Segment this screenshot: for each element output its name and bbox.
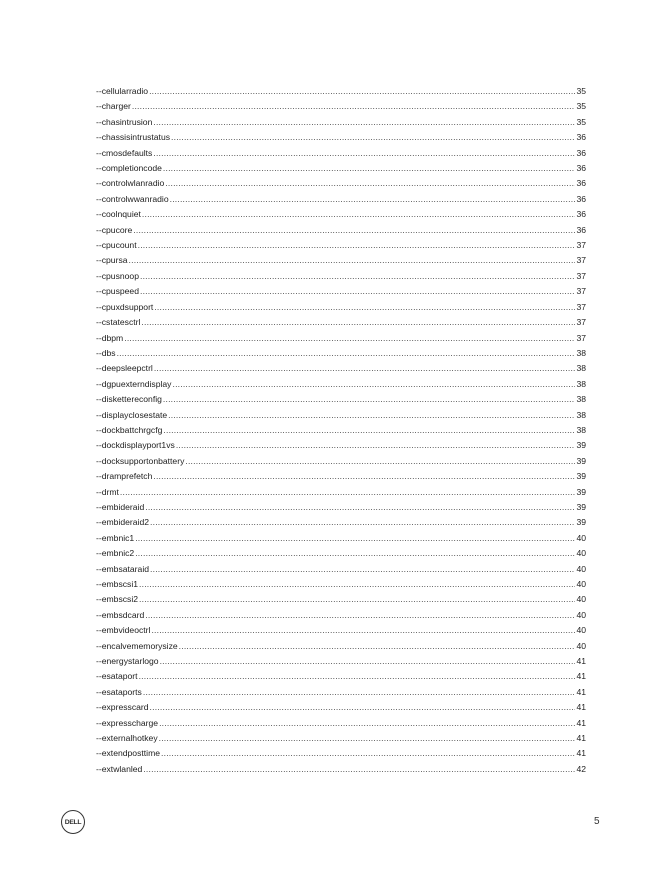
toc-entry[interactable] bbox=[96, 731, 586, 746]
toc-entry-label: --dbpm bbox=[96, 332, 124, 343]
toc-entry-label: --chasintrusion bbox=[96, 116, 153, 127]
toc-dot-leader bbox=[163, 392, 576, 407]
toc-entry[interactable] bbox=[96, 654, 586, 669]
toc-entry-page: 36 bbox=[576, 193, 586, 204]
toc-entry-page: 41 bbox=[576, 656, 586, 667]
toc-entry[interactable] bbox=[96, 377, 586, 392]
toc-entry-label: --controlwlanradio bbox=[96, 178, 165, 189]
toc-entry-page: 35 bbox=[576, 101, 586, 112]
toc-entry-page: 39 bbox=[576, 471, 586, 482]
toc-entry-page: 35 bbox=[576, 86, 586, 96]
toc-dot-leader bbox=[159, 716, 575, 731]
toc-entry-label: --dramprefetch bbox=[96, 471, 153, 482]
toc-entry-page: 37 bbox=[576, 317, 586, 328]
toc-entry-page: 37 bbox=[576, 286, 586, 297]
toc-dot-leader bbox=[154, 300, 575, 315]
dell-logo-text: DELL bbox=[64, 818, 82, 826]
toc-entry-label: --encalvememorysize bbox=[96, 640, 178, 651]
toc-entry-page: 38 bbox=[576, 394, 586, 405]
toc-entry-page: 41 bbox=[576, 717, 586, 728]
toc-entry-page: 36 bbox=[576, 224, 586, 235]
toc-dot-leader bbox=[172, 377, 575, 392]
toc-entry-label: --displayclosestate bbox=[96, 409, 168, 420]
toc-entry[interactable] bbox=[96, 454, 586, 469]
toc-entry[interactable] bbox=[96, 716, 586, 731]
toc-entry-page: 36 bbox=[576, 132, 586, 143]
toc-entry-page: 40 bbox=[576, 640, 586, 651]
toc-dot-leader bbox=[139, 592, 575, 607]
toc-dot-leader bbox=[142, 207, 576, 222]
toc-dot-leader bbox=[129, 253, 576, 268]
toc-entry-label: --drmt bbox=[96, 486, 119, 497]
toc-dot-leader bbox=[151, 623, 575, 638]
toc-entry-page: 38 bbox=[576, 363, 586, 374]
toc-entry-label: --embnic1 bbox=[96, 532, 135, 543]
toc-entry-label: --cellularradio bbox=[96, 86, 149, 96]
toc-entry-page: 41 bbox=[576, 686, 586, 697]
toc-entry[interactable] bbox=[96, 146, 586, 161]
toc-entry[interactable] bbox=[96, 300, 586, 315]
toc-dot-leader bbox=[149, 84, 575, 99]
toc-entry-label: --cpusnoop bbox=[96, 270, 139, 281]
toc-dot-leader bbox=[153, 469, 575, 484]
toc-dot-leader bbox=[140, 284, 575, 299]
toc-entry[interactable] bbox=[96, 361, 586, 376]
toc-entry-label: --chassisintrustatus bbox=[96, 132, 171, 143]
toc-entry-page: 40 bbox=[576, 625, 586, 636]
toc-entry-label: --dgpuexterndisplay bbox=[96, 378, 172, 389]
toc-dot-leader bbox=[150, 562, 575, 577]
toc-entry[interactable] bbox=[96, 315, 586, 330]
toc-dot-leader bbox=[153, 115, 575, 130]
toc-entry[interactable] bbox=[96, 546, 586, 561]
toc-dot-leader bbox=[135, 546, 575, 561]
toc-entry-label: --cstatesctrl bbox=[96, 317, 141, 328]
toc-entry-page: 39 bbox=[576, 486, 586, 497]
toc-entry[interactable] bbox=[96, 284, 586, 299]
toc-entry-page: 41 bbox=[576, 671, 586, 682]
toc-dot-leader bbox=[143, 685, 576, 700]
toc-entry[interactable] bbox=[96, 253, 586, 268]
toc-dot-leader bbox=[150, 700, 576, 715]
toc-entry-label: --externalhotkey bbox=[96, 733, 158, 744]
toc-entry-label: --controlwwanradio bbox=[96, 193, 169, 204]
toc-dot-leader bbox=[163, 423, 575, 438]
toc-entry[interactable] bbox=[96, 84, 586, 99]
toc-entry[interactable] bbox=[96, 623, 586, 638]
toc-entry[interactable] bbox=[96, 346, 586, 361]
toc-entry-page: 40 bbox=[576, 563, 586, 574]
toc-entry-label: --embsdcard bbox=[96, 609, 145, 620]
toc-entry[interactable] bbox=[96, 685, 586, 700]
toc-entry-page: 37 bbox=[576, 240, 586, 251]
toc-entry-page: 37 bbox=[576, 255, 586, 266]
toc-dot-leader bbox=[145, 608, 575, 623]
toc-entry-page: 39 bbox=[576, 455, 586, 466]
toc-dot-leader bbox=[150, 515, 575, 530]
toc-entry-page: 37 bbox=[576, 301, 586, 312]
toc-entry-page: 39 bbox=[576, 440, 586, 451]
toc-entry-page: 36 bbox=[576, 163, 586, 174]
toc-entry[interactable] bbox=[96, 238, 586, 253]
toc-dot-leader bbox=[165, 176, 575, 191]
toc-dot-leader bbox=[179, 639, 576, 654]
toc-entry-label: --docksupportonbattery bbox=[96, 455, 185, 466]
toc-entry-label: --embideraid2 bbox=[96, 517, 150, 528]
toc-dot-leader bbox=[117, 346, 576, 361]
toc-entry-page: 41 bbox=[576, 748, 586, 759]
toc-entry[interactable] bbox=[96, 515, 586, 530]
table-of-contents bbox=[96, 84, 586, 777]
toc-entry-page: 37 bbox=[576, 332, 586, 343]
toc-entry-page: 35 bbox=[576, 116, 586, 127]
toc-entry[interactable] bbox=[96, 577, 586, 592]
toc-entry-label: --embnic2 bbox=[96, 548, 135, 559]
toc-entry[interactable] bbox=[96, 99, 586, 114]
toc-dot-leader bbox=[124, 331, 575, 346]
toc-entry[interactable] bbox=[96, 639, 586, 654]
toc-entry-page: 39 bbox=[576, 517, 586, 528]
toc-entry-label: --charger bbox=[96, 101, 131, 112]
toc-dot-leader bbox=[138, 238, 576, 253]
toc-entry[interactable] bbox=[96, 115, 586, 130]
toc-entry-page: 41 bbox=[576, 702, 586, 713]
toc-dot-leader bbox=[170, 192, 576, 207]
toc-dot-leader bbox=[161, 746, 575, 761]
toc-entry[interactable] bbox=[96, 746, 586, 761]
toc-entry-label: --coolnquiet bbox=[96, 209, 141, 220]
toc-entry[interactable] bbox=[96, 669, 586, 684]
toc-entry[interactable] bbox=[96, 485, 586, 500]
toc-entry[interactable] bbox=[96, 192, 586, 207]
toc-entry[interactable] bbox=[96, 562, 586, 577]
toc-entry-label: --extendposttime bbox=[96, 748, 161, 759]
toc-entry-page: 39 bbox=[576, 501, 586, 512]
toc-dot-leader bbox=[135, 531, 575, 546]
toc-entry[interactable] bbox=[96, 331, 586, 346]
toc-entry[interactable] bbox=[96, 423, 586, 438]
toc-entry-label: --dbs bbox=[96, 347, 116, 358]
toc-entry[interactable] bbox=[96, 531, 586, 546]
toc-entry-label: --diskettereconfig bbox=[96, 394, 162, 405]
toc-entry-page: 40 bbox=[576, 532, 586, 543]
toc-entry-label: --cpursa bbox=[96, 255, 128, 266]
toc-dot-leader bbox=[159, 731, 576, 746]
toc-dot-leader bbox=[160, 654, 576, 669]
toc-entry-label: --deepsleepctrl bbox=[96, 363, 153, 374]
toc-entry-label: --cpuspeed bbox=[96, 286, 139, 297]
toc-entry-label: --dockdisplayport1vs bbox=[96, 440, 175, 451]
toc-entry-page: 38 bbox=[576, 378, 586, 389]
toc-dot-leader bbox=[168, 408, 575, 423]
toc-entry-label: --cmosdefaults bbox=[96, 147, 153, 158]
toc-entry-page: 38 bbox=[576, 409, 586, 420]
toc-entry-label: --energystarlogo bbox=[96, 656, 159, 667]
toc-entry-label: --esataport bbox=[96, 671, 138, 682]
dell-logo bbox=[61, 810, 85, 834]
toc-entry-label: --embsataraid bbox=[96, 563, 150, 574]
toc-entry-page: 36 bbox=[576, 209, 586, 220]
toc-entry-page: 40 bbox=[576, 594, 586, 605]
toc-dot-leader bbox=[176, 438, 576, 453]
toc-dot-leader bbox=[143, 762, 575, 777]
toc-entry[interactable] bbox=[96, 608, 586, 623]
toc-entry-page: 42 bbox=[576, 763, 586, 774]
toc-entry[interactable] bbox=[96, 161, 586, 176]
toc-entry-page: 40 bbox=[576, 609, 586, 620]
toc-entry-label: --expresscard bbox=[96, 702, 149, 713]
toc-dot-leader bbox=[141, 315, 575, 330]
toc-entry-page: 40 bbox=[576, 548, 586, 559]
toc-entry-label: --cpuxdsupport bbox=[96, 301, 154, 312]
toc-dot-leader bbox=[145, 500, 575, 515]
page-number: 5 bbox=[594, 816, 600, 827]
toc-dot-leader bbox=[133, 223, 575, 238]
toc-entry[interactable] bbox=[96, 223, 586, 238]
toc-entry-label: --embideraid bbox=[96, 501, 145, 512]
toc-dot-leader bbox=[120, 485, 576, 500]
toc-entry-label: --dockbattchrgcfg bbox=[96, 424, 163, 435]
toc-entry[interactable] bbox=[96, 700, 586, 715]
toc-entry[interactable] bbox=[96, 438, 586, 453]
toc-entry-page: 41 bbox=[576, 733, 586, 744]
toc-entry[interactable] bbox=[96, 392, 586, 407]
toc-entry-label: --embscsi1 bbox=[96, 579, 139, 589]
toc-entry-label: --cpucount bbox=[96, 240, 137, 251]
toc-entry-page: 38 bbox=[576, 347, 586, 358]
toc-entry[interactable] bbox=[96, 130, 586, 145]
toc-dot-leader bbox=[139, 669, 576, 684]
toc-dot-leader bbox=[153, 146, 575, 161]
toc-entry[interactable] bbox=[96, 207, 586, 222]
toc-entry[interactable] bbox=[96, 500, 586, 515]
toc-entry-label: --esataports bbox=[96, 686, 142, 697]
toc-entry-label: --completioncode bbox=[96, 163, 162, 174]
toc-entry-page: 40 bbox=[576, 579, 586, 589]
toc-dot-leader bbox=[185, 454, 575, 469]
toc-entry-label: --embscsi2 bbox=[96, 594, 139, 605]
toc-entry[interactable] bbox=[96, 592, 586, 607]
toc-dot-leader bbox=[132, 99, 576, 114]
toc-entry-label: --expresscharge bbox=[96, 717, 159, 728]
toc-dot-leader bbox=[154, 361, 576, 376]
toc-entry-page: 36 bbox=[576, 147, 586, 158]
toc-entry[interactable] bbox=[96, 176, 586, 191]
toc-entry[interactable] bbox=[96, 269, 586, 284]
toc-entry-label: --extwlanled bbox=[96, 763, 143, 774]
toc-entry-page: 37 bbox=[576, 270, 586, 281]
toc-entry[interactable] bbox=[96, 408, 586, 423]
toc-dot-leader bbox=[163, 161, 576, 176]
toc-entry-page: 36 bbox=[576, 178, 586, 189]
toc-entry-label: --cpucore bbox=[96, 224, 133, 235]
toc-entry[interactable] bbox=[96, 469, 586, 484]
toc-entry-page: 38 bbox=[576, 424, 586, 435]
toc-entry[interactable] bbox=[96, 762, 586, 777]
toc-entry-label: --embvideoctrl bbox=[96, 625, 151, 636]
toc-dot-leader bbox=[171, 130, 575, 145]
toc-dot-leader bbox=[140, 269, 575, 284]
toc-dot-leader bbox=[139, 577, 575, 592]
